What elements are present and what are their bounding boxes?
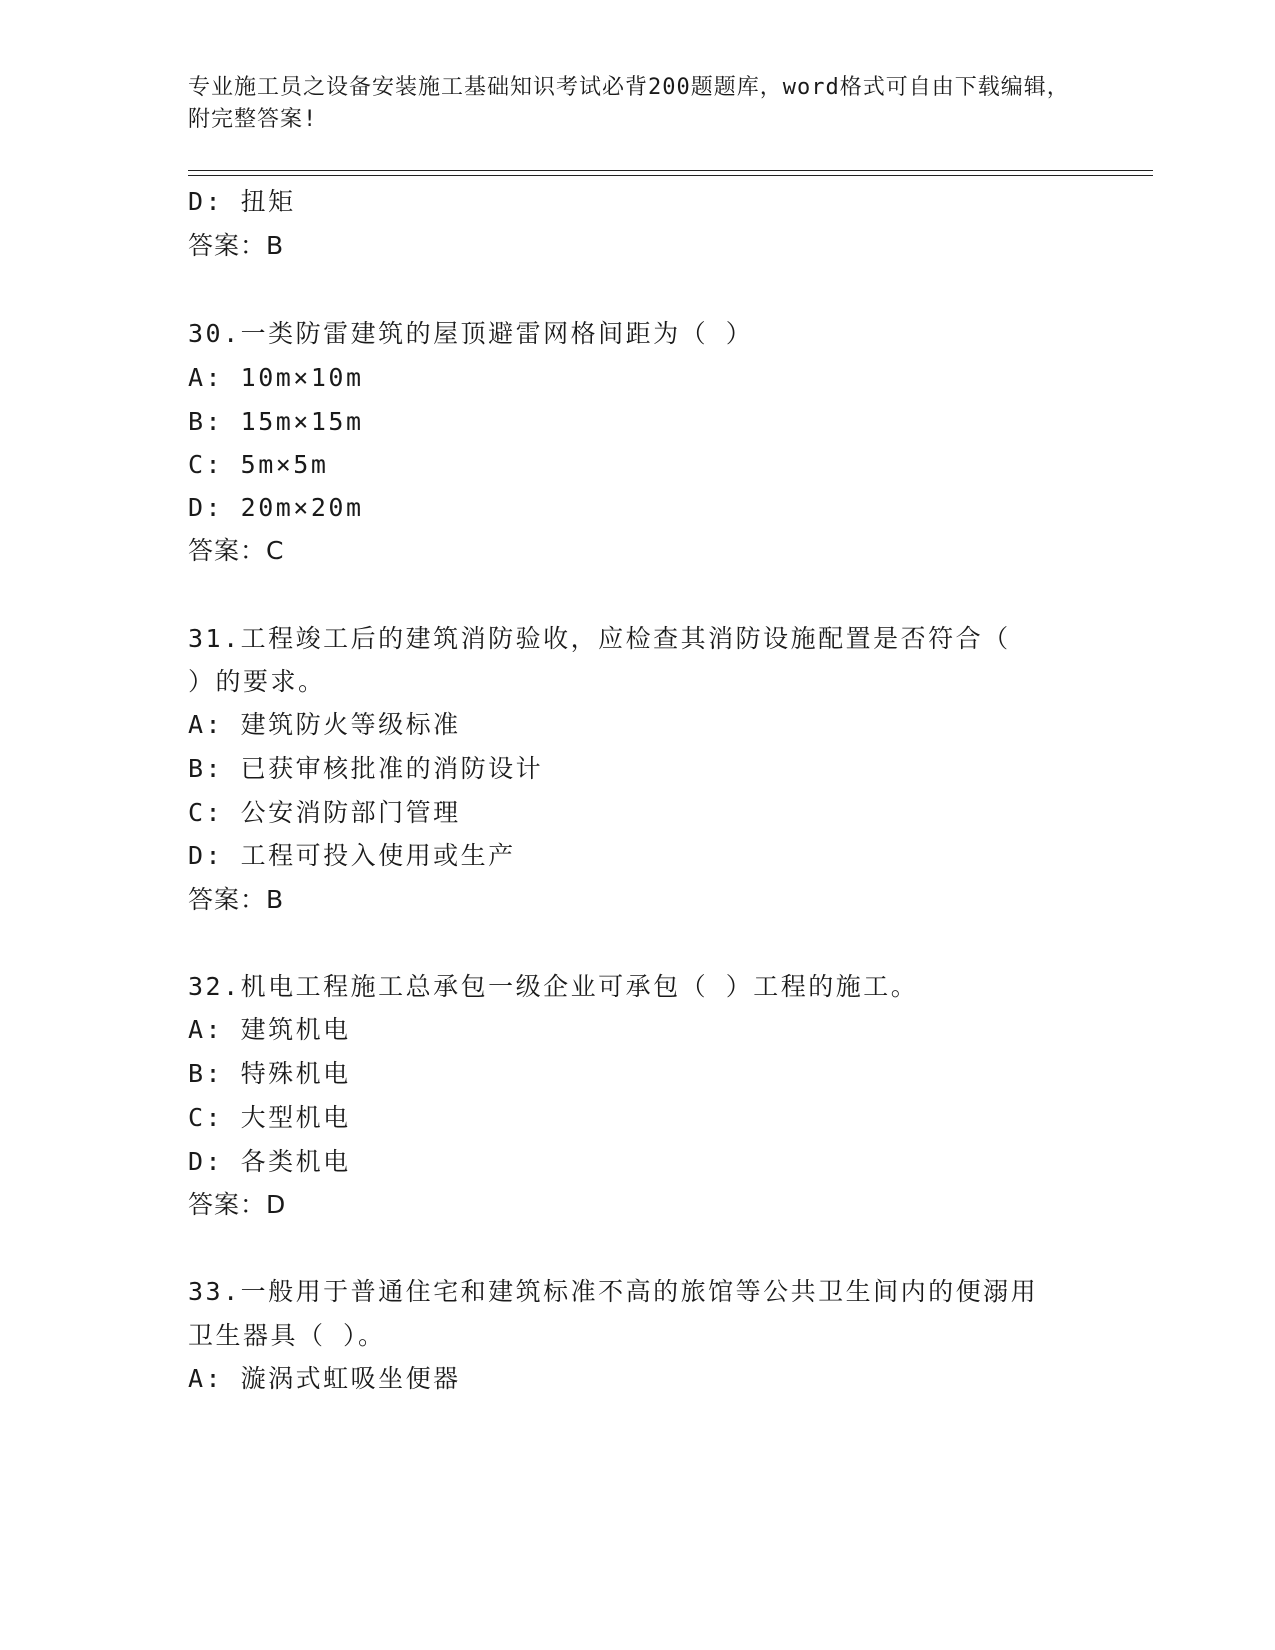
answer: 答案：B: [188, 885, 285, 914]
option-d: D: 20m×20m: [188, 493, 364, 522]
document-header: 专业施工员之设备安装施工基础知识考试必背200题题库，word格式可自由下载编辑，附完整答案!: [188, 75, 1070, 132]
option-b: B: 15m×15m: [188, 407, 364, 436]
answer: 答案：B: [188, 231, 285, 260]
option-c: C: 5m×5m: [188, 450, 329, 479]
question-stem: 32.机电工程施工总承包一级企业可承包（ ）工程的施工。: [188, 972, 919, 1001]
question-stem: 31.工程竣工后的建筑消防验收，应检查其消防设施配置是否符合（: [188, 624, 1011, 653]
option-d: D: 扭矩: [188, 187, 296, 216]
answer: 答案：D: [188, 1190, 287, 1219]
answer: 答案：C: [188, 536, 285, 565]
option-a: A: 漩涡式虹吸坐便器: [188, 1364, 461, 1393]
option-a: A: 10m×10m: [188, 363, 364, 392]
question-stem: 30.一类防雷建筑的屋顶避雷网格间距为（ ）: [188, 319, 754, 348]
option-a: A: 建筑机电: [188, 1015, 351, 1044]
header-divider-bottom: [188, 175, 1153, 176]
option-a: A: 建筑防火等级标准: [188, 710, 461, 739]
option-d: D: 各类机电: [188, 1147, 351, 1176]
option-d: D: 工程可投入使用或生产: [188, 841, 516, 870]
question-stem-continued: 卫生器具（ ）。: [188, 1321, 386, 1350]
question-stem: 33.一般用于普通住宅和建筑标准不高的旅馆等公共卫生间内的便溺用: [188, 1277, 1039, 1306]
option-c: C: 公安消防部门管理: [188, 798, 461, 827]
option-b: B: 特殊机电: [188, 1059, 351, 1088]
option-c: C: 大型机电: [188, 1103, 351, 1132]
question-stem-continued: ）的要求。: [188, 667, 326, 696]
header-divider-top: [188, 170, 1153, 171]
option-b: B: 已获审核批准的消防设计: [188, 754, 544, 783]
